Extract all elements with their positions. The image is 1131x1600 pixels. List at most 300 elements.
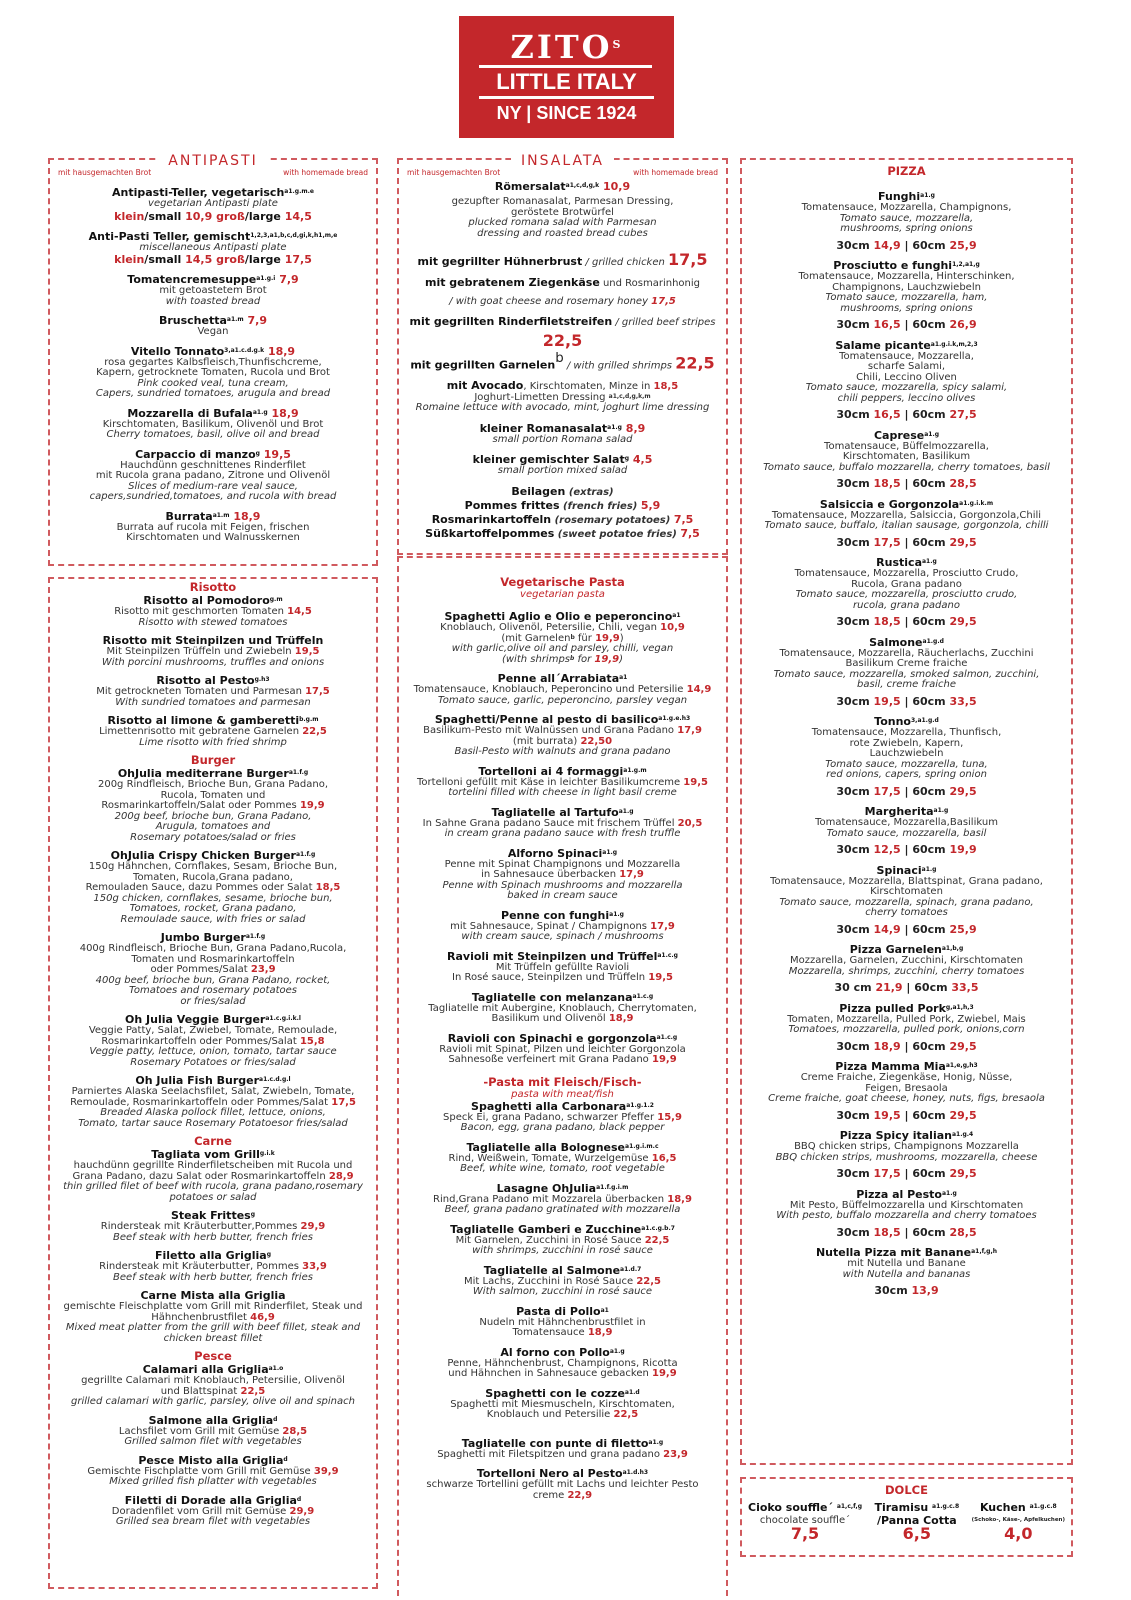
- allergen-codes: a1.g: [602, 848, 618, 856]
- allergen-codes: a1.m: [212, 511, 230, 519]
- description-en: 400g beef, brioche bun, Grana Padano, rocket,: [95, 974, 331, 986]
- description-en: Slices of medium-rare veal sauce,: [128, 480, 298, 492]
- category-title-carne: Carne: [194, 1134, 232, 1148]
- menu-item: [50, 407, 376, 441]
- price-60cm: 29,5: [949, 1108, 977, 1122]
- description-de: Joghurt-Limetten Dressing $^{a1,c,d,g,k,m}$: [474, 391, 651, 403]
- description-de: Spaghetti mit Miesmuscheln, Kirschtomaten,: [450, 1398, 675, 1410]
- price-30cm: 18,5: [873, 477, 901, 490]
- price-60cm: 29,5: [949, 1039, 977, 1053]
- size-label: groß: [216, 253, 245, 266]
- price: 8,9: [625, 421, 646, 435]
- price-60cm: 27,5: [949, 408, 977, 421]
- dish-name: Lasagne OhJulia$^{a1.f.g.i.m}$: [496, 1181, 629, 1195]
- menu-item: [50, 1454, 376, 1488]
- allergen-codes: a1.g.m.e: [284, 188, 314, 195]
- pizza-item: [742, 339, 1071, 421]
- description-de: Speck Ei, grana Padano, schwarzer Pfeffer 15,9: [443, 1111, 682, 1123]
- dish-name: Tagliatelle al Salmone$^{a1.d.7}$: [483, 1263, 642, 1277]
- pizza-item: [742, 1060, 1071, 1121]
- description-de: Penne, Hähnchenbrust, Champignons, Ricotta: [447, 1357, 678, 1369]
- price-60cm: 29,5: [949, 535, 977, 549]
- description-de: rosa gegartes Kalbsfleisch,Thunfischcreme,: [104, 356, 322, 368]
- allergen-codes: b: [570, 633, 575, 641]
- dish-name: Tagliatelle al Tartufo$^{a1.g}$: [491, 805, 634, 819]
- menu-item: [399, 1437, 726, 1461]
- size-prices: 30cm 18,5 | 60cm 28,5: [836, 477, 977, 490]
- menu-item: [50, 448, 376, 503]
- menu-item: [399, 379, 726, 414]
- allergen-codes: a1,c,d,g,k,m: [608, 392, 651, 400]
- description-de: Basilikum-Pesto mit Walnüssen und Grana Padano 17,9: [423, 725, 702, 736]
- size-prices: 30cm 18,5 | 60cm 28,5: [836, 1225, 977, 1239]
- dish-name: Tortelloni Nero al Pesto$^{a1.d.h3}$: [476, 1467, 649, 1480]
- description-en: with cream sauce, spinach / mushrooms: [461, 931, 664, 942]
- description-de: gegrillte Calamari mit Knoblauch, Petersilie, Olivenöl: [81, 1375, 345, 1386]
- menu-item: [399, 1387, 726, 1421]
- description-de: 400g Rindfleisch, Brioche Bun, Grana Padano,Rucola,: [79, 943, 347, 954]
- description-de: Tomatensauce, Mozzarella, Räucherlachs, Zucchini: [779, 647, 1034, 659]
- description-de: Sahnesoße verfeinert mit Grana Padano 19,9: [448, 1054, 677, 1065]
- description-de: gezupfter Romanasalat, Parmesan Dressing,: [451, 196, 674, 207]
- menu-item: [399, 1100, 726, 1134]
- price: 17,9: [619, 869, 644, 880]
- price: 23,9: [250, 964, 276, 975]
- price: 18,9: [233, 509, 261, 523]
- allergen-codes: a1.g: [942, 1189, 957, 1197]
- allergen-codes: g.i.k: [259, 1150, 275, 1157]
- dish-name: Mozzarella di Bufala$^{a1.g}$ 18,9: [127, 406, 299, 420]
- description-en: Remoulade sauce, with fries or salad: [120, 913, 306, 925]
- menu-item: [50, 767, 376, 843]
- description-de: Tomatensauce, Büffelmozzarella,: [824, 440, 989, 452]
- description-de: Tomatensauce, Mozzarella, Champignons,: [801, 202, 1012, 213]
- menu-item: [50, 1209, 376, 1243]
- allergen-codes: a1.g.4: [951, 1131, 974, 1138]
- allergen-codes: g.h3: [254, 676, 270, 683]
- pasta-section: [397, 556, 728, 1596]
- menu-item: [399, 1346, 726, 1380]
- allergen-codes: a1.d: [624, 1388, 640, 1396]
- price: 29,9: [289, 1505, 315, 1517]
- pizza-item: [742, 429, 1071, 490]
- dish-name: Risotto al Pomodoro$^{g.m}$: [143, 594, 283, 607]
- dish-name: Oh Julia Fish Burger$^{a1.c.d.g.l}$: [135, 1074, 291, 1087]
- price: 22,5: [240, 1385, 266, 1397]
- allergen-codes: a1.g: [921, 865, 937, 873]
- price-60cm: 25,9: [949, 922, 977, 936]
- menu-item: [399, 610, 726, 665]
- price-60cm: 28,5: [949, 1225, 977, 1239]
- description-en: Grilled salmon filet with vegetables: [124, 1436, 302, 1447]
- restaurant-logo: $ZITO^S$ LITTLE ITALY NY | SINCE 1924: [459, 16, 674, 138]
- allergen-codes: b: [570, 654, 575, 662]
- pizza-item: [742, 498, 1071, 549]
- allergen-codes: a1.g.i: [256, 275, 276, 282]
- description-de: mit Rucola grana padano, Zitrone und Olivenöl: [95, 470, 331, 481]
- dish-name: Kuchen $^{a1.g.c.8}$: [979, 1501, 1057, 1514]
- dish-name: Römersalat$^{a1,c,d,g,k}$ 10,9: [494, 180, 631, 193]
- menu-item: [50, 634, 376, 668]
- size-label: klein: [114, 253, 145, 266]
- dish-name: Pizza al Pesto$^{a1.g}$: [856, 1187, 957, 1201]
- description-de: Champignons, Lauchzwiebeln: [832, 281, 981, 293]
- price: 17,5: [331, 1096, 356, 1108]
- description-de: mit Avocado, Kirschtomaten, Minze in 18,5: [446, 379, 679, 393]
- menu-item: [399, 1467, 726, 1501]
- price-30cm: 14,9: [873, 238, 901, 252]
- allergen-codes: a1.f.g: [295, 851, 316, 858]
- description-de: Rucola, Grana padano: [851, 578, 962, 590]
- price: 28,9: [328, 1170, 354, 1182]
- dish-name: Filetti di Dorade alla Griglia$^d$: [124, 1493, 302, 1507]
- size-prices: 30cm 17,5 | 60cm 29,5: [836, 784, 977, 798]
- description-en: with Nutella and bananas: [842, 1268, 971, 1280]
- allergen-codes: a1,b,g: [941, 945, 964, 952]
- description-en: (with shrimps$^b$ for 19,9): [501, 653, 624, 665]
- description-de: Feigen, Bresaola: [865, 1082, 948, 1094]
- dish-name: Alforno Spinaci$^{a1.g}$: [507, 846, 618, 860]
- description-en: Veggie patty, lettuce, onion, tomato, tartar sauce: [89, 1046, 337, 1057]
- size-prices: 30 cm 21,9 | 60cm 33,5: [834, 981, 979, 994]
- bread-note-en: with homemade bread: [283, 168, 368, 177]
- price: 18,9: [267, 344, 296, 358]
- description-de: Rindersteak mit Kräuterbutter, Pommes 33,9: [99, 1261, 327, 1272]
- price-30cm: 18,9: [873, 1039, 901, 1053]
- allergen-codes: 3,a1.c.d.g.k: [224, 346, 265, 354]
- menu-item: [50, 674, 376, 708]
- description-en: With pesto, buffalo mozzarella and cherry tomatoes: [776, 1210, 1037, 1221]
- logo-tagline: NY | SINCE 1924: [496, 103, 637, 123]
- description-de: Rindersteak mit Kräuterbutter,Pommes 29,9: [100, 1221, 326, 1232]
- price: 29,9: [300, 1221, 326, 1232]
- price-30cm: 17,5: [873, 535, 901, 549]
- price: 16,5: [651, 1152, 677, 1164]
- dish-name: Anti-Pasti Teller, gemischt$^{1,2,3,a1,b,c,d,gi,k,h1,m,e}$: [88, 229, 338, 243]
- allergen-codes: a1.g: [920, 192, 935, 199]
- extras-en: (sweet potatoe fries): [554, 528, 681, 540]
- description-de: Tortelloni gefüllt mit Käse in leichter Basilikumcreme 19,5: [417, 776, 708, 788]
- allergen-codes: a1: [600, 1306, 609, 1314]
- section-title: PIZZA: [887, 164, 926, 178]
- dish-name: Pizza Mamma Mia$^{a1,e,g,h3}$: [835, 1060, 978, 1073]
- description-en: Tomato sauce, mozzarella, ham,: [825, 292, 988, 303]
- description-de: Gemischte Fischplatte vom Grill mit Gemüse 39,9: [87, 1465, 339, 1477]
- menu-item: [399, 672, 726, 706]
- dish-name: Ravioli con Spinachi e gorgonzola$^{a1.c.g}$: [447, 1031, 678, 1045]
- menu-item: [399, 1182, 726, 1216]
- dish-name: Tonno$^{3,a1.g.d}$: [874, 715, 939, 728]
- price: 19,5: [648, 972, 673, 983]
- description-de: Mit Trüffeln gefüllte Ravioli: [495, 961, 630, 973]
- size-prices: 30cm 16,5 | 60cm 27,5: [836, 408, 977, 421]
- description-en: rucola, grana padano: [853, 599, 960, 611]
- description-de: Burrata auf rucola mit Feigen, frischen: [116, 521, 310, 533]
- size-prices: 30cm 14,9 | 60cm 25,9: [836, 922, 977, 936]
- category-title-burger: Burger: [190, 753, 236, 767]
- allergen-codes: d: [283, 1455, 288, 1463]
- price-60cm: 25,9: [949, 238, 977, 252]
- addon-name: mit gegrillten Garnelen: [410, 358, 556, 372]
- allergen-codes: a1.c.d.g.l: [259, 1076, 291, 1083]
- description-de: (mit Garnelen$^b$ für 19,9): [501, 632, 624, 644]
- description-en: chili peppers, leccino olives: [837, 392, 976, 404]
- allergen-codes: a1.m: [226, 316, 244, 323]
- dish-name: Ravioli mit Steinpilzen und Trüffel$^{a1.c.g}$: [447, 949, 678, 963]
- price-30cm: 21,9: [875, 981, 903, 994]
- pizza-item: [742, 190, 1071, 251]
- allergen-codes: g,a1,h,3: [945, 1003, 974, 1011]
- dish-name: Jumbo Burger$^{a1.f.g}$: [160, 931, 266, 944]
- extras-item: Pommes frittes (french fries) 5,9: [464, 498, 661, 512]
- description-en: Tomato sauce, buffalo mozzarella, cherry tomatoes, basil: [763, 461, 1050, 473]
- price-60cm: 29,5: [949, 784, 977, 798]
- description-de: Lauchzwiebeln: [869, 748, 944, 759]
- description-en: Pink cooked veal, tuna cream,: [137, 377, 289, 389]
- allergen-codes: a1: [619, 674, 628, 681]
- description-de: Rosmarinkartoffeln oder Pommes/Salat 15,8: [101, 1035, 325, 1047]
- description-en: Tomato sauce, mozzarella, spicy salami,: [805, 382, 1008, 393]
- size-prices: klein/small 14,5 groß/large 17,5: [114, 253, 312, 266]
- description-en: miscellaneous Antipasti plate: [139, 241, 287, 253]
- allergen-codes: g: [624, 455, 630, 463]
- description-en: Tomato sauce, buffalo, italian sausage, gorgonzola, chilli: [764, 520, 1049, 531]
- price: 7,9: [279, 273, 299, 286]
- size-prices: 30cm 17,5 | 60cm 29,5: [836, 1167, 977, 1180]
- dessert-sub: (Schoko-, Käse-, Apfelkuchen): [971, 1517, 1065, 1523]
- description-de: rote Zwiebeln, Kapern,: [849, 737, 964, 749]
- description-de: und Hähnchen in Sahnesauce gebacken 19,9: [448, 1368, 677, 1379]
- description-en: Grilled sea bream filet with vegetables: [115, 1516, 311, 1527]
- description-de: Mit Lachs, Zucchini in Rosé Sauce 22,5: [464, 1275, 661, 1287]
- allergen-codes: a1.c.g: [656, 1033, 678, 1041]
- description-de: BBQ chicken strips, Champignons Mozzarella: [794, 1141, 1019, 1152]
- description-de: in Sahnesauce überbacken 17,9: [481, 869, 644, 880]
- price: 4,5: [632, 453, 653, 467]
- description-en: BBQ chicken strips, mushrooms, mozzarella, cheese: [775, 1151, 1038, 1163]
- pizza-section: [740, 158, 1073, 1465]
- allergen-codes: a1.g.i.m.c: [625, 1142, 659, 1150]
- dish-name: Pasta di Pollo$^{a1}$: [516, 1304, 609, 1318]
- description-de: Chili, Leccino Oliven: [856, 371, 957, 383]
- allergen-codes: a1.f.g: [245, 933, 266, 940]
- menu-item: [50, 510, 376, 544]
- menu-item: [50, 849, 376, 925]
- description-en: Beef, white wine, tomato, root vegetable: [460, 1163, 665, 1174]
- allergen-codes: a1.g.1.2: [626, 1101, 654, 1109]
- description-de: Doradenfilet vom Grill mit Gemüse 29,9: [111, 1505, 315, 1517]
- menu-item: [50, 1494, 376, 1528]
- category-title-veg-pasta: Vegetarische Pasta: [500, 575, 625, 589]
- menu-item: [50, 1013, 376, 1068]
- salad-addon: [399, 251, 726, 272]
- allergen-codes: a1.g: [648, 1438, 664, 1446]
- description-en: Cherry tomatoes, basil, olive oil and bread: [106, 429, 320, 440]
- description-de: mit Sahnesauce, Spinat / Champignons 17,9: [450, 920, 675, 932]
- description-de: Kirschtomaten, Basilikum: [842, 451, 971, 462]
- menu-item: [399, 453, 726, 477]
- description-en: Romaine lettuce with avocado, mint, joghurt lime dressing: [415, 402, 710, 414]
- description-de: Tomaten, Mozzarella, Pulled Pork, Zwiebel, Mais: [787, 1013, 1026, 1025]
- price: 4,0: [1004, 1524, 1033, 1543]
- size-prices: 30cm 13,9: [874, 1284, 939, 1297]
- description-de: Tomatensauce, Mozzarella, Hinterschinken,: [798, 271, 1015, 282]
- dish-name: Tiramisu $^{a1.g.c.8}$: [874, 1501, 960, 1514]
- description-de: Mit getrockneten Tomaten und Parmesan 17,5: [96, 686, 330, 697]
- description-de: 150g Hähnchen, Cornflakes, Sesam, Brioche Bun,: [88, 861, 338, 872]
- price: 15,8: [299, 1035, 325, 1047]
- description-de: (mit burrata) 22,50: [512, 735, 613, 747]
- dish-name: Salmone$^{a1.g.d}$: [869, 635, 944, 649]
- menu-item: [50, 1363, 376, 1408]
- price: 14,5: [284, 209, 312, 223]
- description-de: Rind, Weißwein, Tomate, Wurzelgemüse 16,5: [448, 1152, 677, 1164]
- size-prices: 30cm 18,9 | 60cm 29,5: [836, 1039, 977, 1053]
- menu-item: [399, 713, 726, 758]
- price: 19,9: [651, 1054, 677, 1065]
- dish-name: kleiner Romanasalat$^{a1.g}$ 8,9: [479, 421, 646, 435]
- allergen-codes: b: [555, 351, 564, 366]
- price: 19,9: [594, 653, 620, 665]
- menu-item: [399, 422, 726, 446]
- allergen-codes: a1.c.g: [657, 951, 678, 959]
- description-de: In Sahne Grana padano Sauce mit frischem Trüffel 20,5: [422, 817, 703, 829]
- dish-name: Funghi$^{a1.g}$: [878, 190, 935, 203]
- description-en: Tomato sauce, mozzarella, spinach, grana padano,: [779, 896, 1034, 908]
- description-de: mit getoastetem Brot: [159, 285, 267, 296]
- menu-item: [50, 345, 376, 400]
- price: 14,5: [287, 606, 312, 617]
- description-en: Tomato, tartar sauce Rosemary Potatoesor fries/salad: [78, 1117, 348, 1129]
- menu-item: [50, 186, 376, 223]
- price: 18,9: [271, 406, 299, 420]
- description-de: Tomatensauce, Mozzarella, Thunfisch,: [811, 727, 1002, 738]
- pizza-item: [742, 805, 1071, 856]
- description-de: gemischte Fleischplatte vom Grill mit Rinderfilet, Steak und: [63, 1301, 363, 1312]
- description-en: chicken breast fillet: [163, 1332, 263, 1344]
- description-en: Beef, grana padano gratinated with mozzarella: [444, 1204, 681, 1215]
- menu-item: [399, 180, 726, 239]
- size-label: klein: [114, 209, 145, 223]
- addon-en: / grilled beef stripes: [612, 317, 716, 328]
- description-en: Tomatoes, mozzarella, pulled pork, onions,corn: [788, 1024, 1025, 1035]
- description-en: with garlic,olive oil and parsley, chilli, vegan: [451, 643, 674, 654]
- dish-name: Prosciutto e funghi$^{1,2,a1,g}$: [833, 259, 980, 272]
- description-de: Tomaten, Rucola,Grana padano,: [133, 871, 293, 883]
- description-en: Bacon, egg, grana padano, black pepper: [460, 1122, 665, 1133]
- menu-item: [50, 314, 376, 338]
- allergen-codes: a1.g: [933, 807, 949, 814]
- price: 22,5: [302, 726, 327, 737]
- dish-name: Margherita$^{a1.g}$: [864, 805, 949, 818]
- price-30cm: 16,5: [873, 408, 901, 421]
- allergen-codes: a1,c,f,g: [836, 1503, 863, 1510]
- menu-item: [50, 1414, 376, 1448]
- description-de: Tomatensauce, Mozzarella, Salsiccia, Gorgonzola,Chili: [771, 509, 1042, 521]
- description-en: With salmon, zucchini in rosé sauce: [472, 1286, 653, 1297]
- dish-name: Risotto mit Steinpilzen und Trüffeln: [102, 634, 324, 647]
- addon-en: / with grilled shrimps: [563, 360, 676, 372]
- dish-name: Pesce Misto alla Griglia$^d$: [138, 1453, 288, 1467]
- allergen-codes: 1,2,3,a1,b,c,d,gi,k,h1,m,e: [250, 231, 338, 239]
- description-de: Rind,Grana Padano mit Mozzarela überbacken 18,9: [433, 1193, 692, 1205]
- price: 17,5: [668, 250, 708, 269]
- dish-name: Oh Julia Veggie Burger$^{a1.c.g.i.k.l}$: [125, 1013, 301, 1026]
- menu-item: [50, 931, 376, 1007]
- dish-name: Tagliatelle con punte di filetto$^{a1.g}$: [461, 1436, 664, 1450]
- dessert-sub: /Panna Cotta: [876, 1514, 957, 1527]
- category-title-pesce: Pesce: [194, 1349, 232, 1363]
- description-en: Tomato sauce, mozzarella, tuna,: [825, 758, 988, 770]
- pizza-item: [742, 556, 1071, 628]
- description-en: Capers, sundried tomatoes, arugula and bread: [95, 388, 331, 399]
- allergen-codes: a1.f.g: [288, 769, 309, 776]
- description-en: baked in cream sauce: [507, 890, 618, 901]
- description-en: Mozzarella, shrimps, zucchini, cherry tomatoes: [788, 965, 1025, 977]
- dessert-item: [748, 1501, 863, 1543]
- description-en: with shrimps, zucchini in rosé sauce: [472, 1245, 653, 1256]
- allergen-codes: a1.g.i.k.m: [959, 499, 994, 507]
- description-en: in cream grana padano sauce with fresh truffle: [444, 828, 681, 839]
- section-title: INSALATA: [511, 153, 614, 169]
- dish-name: Pizza Garnelen$^{a1,b,g}$: [849, 943, 964, 956]
- price: 39,9: [313, 1465, 339, 1477]
- price: 22,50: [580, 735, 613, 747]
- dish-name: Carpaccio di manzo$^g$ 19,5: [135, 447, 291, 461]
- price: 10,9: [185, 209, 213, 223]
- menu-item: [399, 806, 726, 840]
- description-de: Tagliatelle mit Aubergine, Knoblauch, Cherrytomaten,: [428, 1002, 697, 1014]
- dish-name: Bruschetta$^{a1.m}$ 7,9: [158, 314, 268, 327]
- description-de: mit Nutella und Banane: [847, 1258, 966, 1269]
- dessert-sub: chocolate souffle´: [759, 1515, 851, 1526]
- pizza-item: [742, 1188, 1071, 1239]
- description-de: Tomatensauce, Mozzarella,Basilikum: [815, 817, 998, 828]
- menu-item: [50, 273, 376, 307]
- description-en: Mixed grilled fish pllatter with vegetables: [109, 1476, 317, 1487]
- price-30cm: 17,5: [873, 1167, 901, 1180]
- allergen-codes: g: [266, 1251, 271, 1258]
- price: 22,9: [567, 1489, 593, 1501]
- description-en: Tomato sauce, mozzarella,: [839, 212, 974, 224]
- pizza-item: [742, 259, 1071, 331]
- description-de: Kirschtomaten: [870, 886, 943, 897]
- dish-name: Penne all´Arrabiata$^{a1}$: [497, 672, 628, 685]
- dish-name: OhJulia Crispy Chicken Burger$^{a1.f.g}$: [110, 849, 316, 862]
- allergen-codes: a1.g: [609, 1347, 625, 1355]
- allergen-codes: a1.g.d: [922, 637, 944, 645]
- description-en: mushrooms, spring onions: [840, 302, 973, 314]
- dish-name: Tagliatelle alla Bolognese$^{a1.g.i.m.c}$: [466, 1140, 659, 1154]
- description-de: hauchdünn gegrillte Rinderfiletscheiben mit Rucola und: [73, 1160, 353, 1171]
- price: 17,9: [677, 725, 702, 736]
- allergen-codes: a1.o: [268, 1365, 284, 1372]
- dish-name: kleiner gemischter Salat$^g$ 4,5: [472, 453, 653, 467]
- price: 22,5: [542, 331, 583, 350]
- menu-item: [399, 950, 726, 984]
- price: 19,9: [595, 632, 620, 644]
- dish-name: OhJulia mediterrane Burger$^{a1.f.g}$: [117, 767, 309, 780]
- description-de: Mit Garnelen, Zucchini in Rosé Sauce 22,5: [455, 1234, 670, 1246]
- description-en: potatoes or salad: [169, 1191, 257, 1203]
- dish-name: Risotto al limone & gamberetti$^{b.g.m}$: [107, 714, 319, 727]
- description-de: Tomatensauce 18,9: [512, 1327, 613, 1338]
- description-de: Risotto mit geschmorten Tomaten 14,5: [114, 606, 312, 617]
- menu-item: [399, 1305, 726, 1339]
- description-de: Penne mit Spinat Champignons und Mozzarella: [444, 858, 681, 870]
- logo-subtitle: LITTLE ITALY: [479, 68, 654, 99]
- description-en: Rosemary Potatoes or fries/salad: [130, 1056, 296, 1068]
